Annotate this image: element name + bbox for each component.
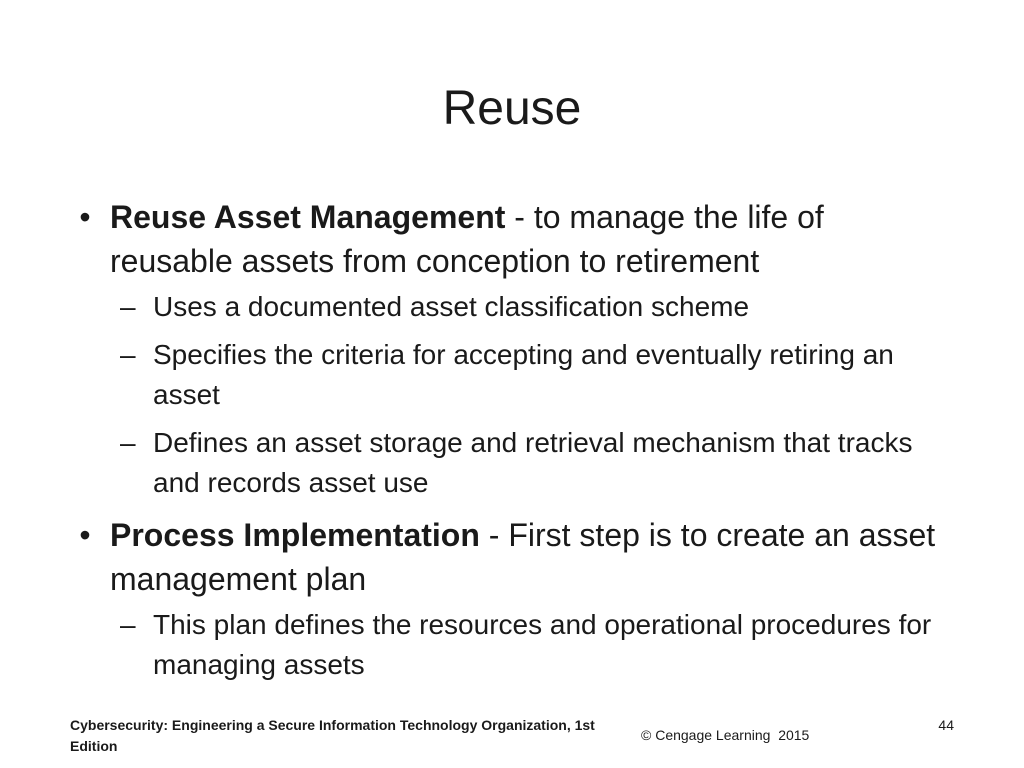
- footer-copyright: © Cengage Learning 2015: [641, 727, 810, 743]
- sub-bullet-item: [70, 335, 950, 415]
- footer-book-title: Cybersecurity: Engineering a Secure Information Technology Organization, 1st Edition: [70, 717, 595, 754]
- bullet-text: - to manage the life of reusable assets from conception to retirement: [110, 199, 824, 279]
- sub-bullet-text: Defines an asset storage and retrieval mechanism that tracks and records asset use: [153, 427, 913, 498]
- slide-content: [70, 195, 950, 695]
- bullet-text: - First step is to create an asset management plan: [110, 517, 936, 597]
- bullet-item: [70, 195, 950, 283]
- sub-bullet-marker: –: [120, 339, 136, 370]
- sub-bullet-item: [70, 423, 950, 503]
- sub-bullet-list: [70, 605, 950, 685]
- sub-bullet-text: Specifies the criteria for accepting and eventually retiring an asset: [153, 339, 894, 410]
- bullet-marker: •: [79, 517, 91, 553]
- sub-bullet-text: This plan defines the resources and operational procedures for managing assets: [153, 609, 932, 680]
- sub-bullet-marker: –: [120, 291, 136, 322]
- bullet-term: Reuse Asset Management: [110, 199, 506, 235]
- sub-bullet-list: [70, 287, 950, 503]
- bullet-marker: •: [79, 199, 91, 235]
- sub-bullet-marker: –: [120, 427, 136, 458]
- bullet-item: [70, 513, 950, 601]
- sub-bullet-item: [70, 605, 950, 685]
- sub-bullet-item: [70, 287, 950, 327]
- slide-title: Reuse: [442, 82, 582, 135]
- bullet-term: Process Implementation: [110, 517, 480, 553]
- sub-bullet-text: Uses a documented asset classification scheme: [153, 291, 750, 322]
- sub-bullet-marker: –: [120, 609, 136, 640]
- slide-number: 44: [938, 717, 954, 733]
